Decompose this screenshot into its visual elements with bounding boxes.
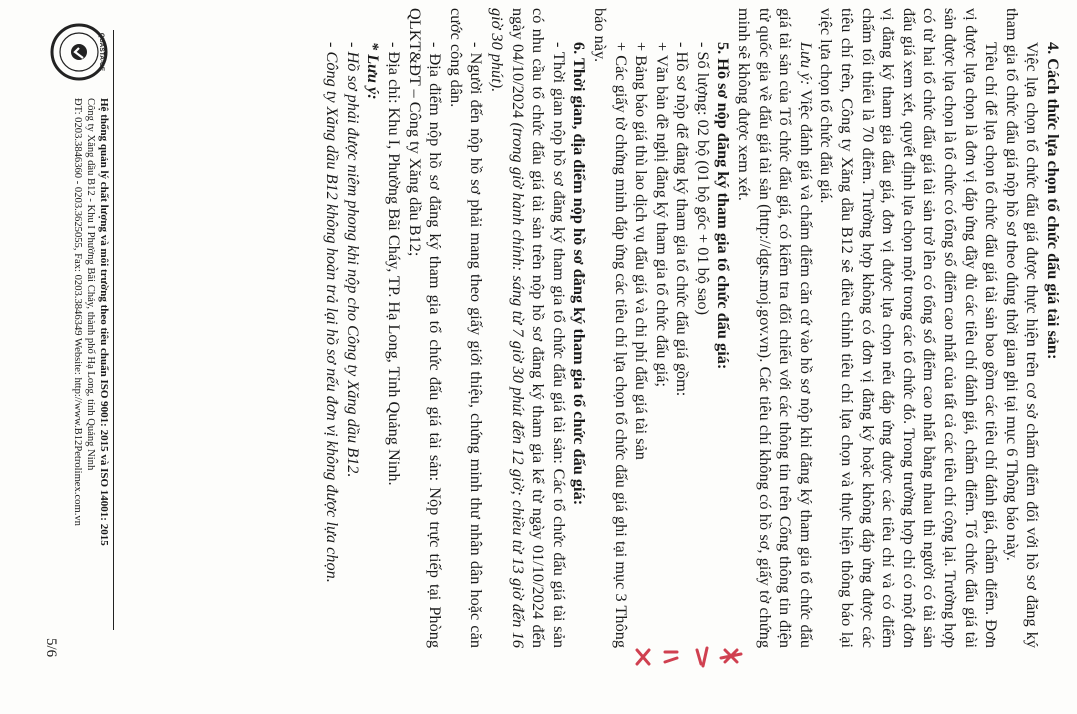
section-6-note-label: * Lưu ý: xyxy=(364,42,384,100)
section-5-item: + Văn bản đề nghị đăng ký tham gia tổ chức đấu giá; xyxy=(652,42,672,388)
section-5-item: - Số lượng: 02 bộ (01 bộ gốc + 01 bộ sao) xyxy=(693,42,713,316)
red-stamp-mark xyxy=(627,640,747,700)
page-number: 5/6 xyxy=(43,638,59,658)
section-4-note xyxy=(734,8,816,648)
section-5-heading: 5. Hồ sơ nộp đăng ký tham gia tổ chức đấu giá: xyxy=(714,42,734,370)
footer-iso-line: Hệ thống quản lý chất lượng và môi trường theo tiêu chuẩn ISO 9001: 2015 và ISO 14001: 2015 xyxy=(98,98,110,546)
logo-text: QUASTA-CE xyxy=(98,32,105,72)
section-4-paragraph-2: Tiêu chí để lựa chọn tổ chức đấu giá tài sản bao gồm các tiêu chí đánh giá, chấm điểm. Đơn vị được lựa chọn là đơn vị đáp ứng đầy đủ các tiêu chí đánh giá, chấm điểm. Tổ chức đấu giá tài sản được lựa chọn là tổ chức có tổng số điểm cao nhất của tất cả các tiêu chí cộng lại. Trường hợp có từ hai tổ chức đấu giá tài sản trở lên có tổng số điểm cao nhất bằng nhau thì người có tài sản đấu giá xem xét, quyết định lựa chọn một trong các tổ chức đó. Trong trường hợp chỉ có một đơn vị đăng ký tham gia đấu giá, đơn vị được lựa chọn nếu đáp ứng được các tiêu chí và có điểm chấm tối thiểu là 70 điểm. Trường hợp không có đơn vị đăng ký hoặc không đáp ứng được các tiêu chí trên, Công ty Xăng dầu B12 sẽ điều chỉnh tiêu chí lựa chọn và thực hiện thông báo lại việc lựa chọn tổ chức đấu giá. xyxy=(817,8,1002,648)
section-4-note-label: Lưu ý: xyxy=(796,42,816,86)
section-4-note-text: Việc đánh giá và chấm điểm căn cứ vào hồ sơ nộp khi đăng ký tham gia tổ chức đấu giá tài sản của Tổ chức đấu giá, có kiểm tra đối chiếu với các thông tin trên Cổng thông tin điện tử quốc gia về đấu giá tài sản (http://dgts.moj.gov.vn). Các tiêu chí không có hồ sơ, giấy tờ chứng minh sẽ không được xem xét. xyxy=(735,8,816,649)
section-6-paragraph-1 xyxy=(486,8,568,648)
section-6-heading: 6. Thời gian, địa điểm nộp hồ sơ đăng ký tham gia tổ chức đấu giá: xyxy=(570,42,590,506)
section-5-item: + Bảng báo giá thù lao dịch vụ đấu giá và chi phí đấu giá tài sản xyxy=(632,42,652,460)
footer xyxy=(71,30,114,630)
footer-text xyxy=(71,98,110,630)
section-6-paragraph-3: - Địa điểm nộp hồ sơ đăng ký tham gia tổ chức đấu giá tài sản: Nộp trực tiếp tại Phòng QLKT&ĐT – Công ty Xăng dầu B12; xyxy=(405,8,446,648)
section-6-paragraph-2: - Người đến nộp hồ sơ phải mang theo giấy giới thiệu, chứng minh thư nhân dân hoặc căn cước công dân. xyxy=(446,8,487,648)
footer-contact-line: ĐT: 0203.3846360 - 0203.3625055, Fax: 0203.3846349 Website: http://www.B12Petrolimex.com.vn xyxy=(72,98,83,526)
quasta-cert-logo-icon xyxy=(49,22,109,82)
document-body xyxy=(322,8,1063,648)
section-5-item: + Các giấy tờ chứng minh đáp ứng các tiêu chí lựa chọn tổ chức đấu giá ghi tại mục 3 Thông báo này. xyxy=(590,8,631,648)
section-6-paragraph-4: - Địa chỉ: Khu I, Phường Bãi Cháy, TP. Hạ Long, Tỉnh Quảng Ninh. xyxy=(385,42,404,486)
footer-address-line: Công ty Xăng dầu B12 - Khu I Phường Bãi Cháy, thành phố Hạ Long, tỉnh Quảng Ninh xyxy=(85,98,96,471)
section-6-time-text: - Thời gian nộp hồ sơ đăng ký tham gia tổ chức đấu giá tài sản: Các tổ chức đấu giá tài sản có nhu cầu tổ chức đấu giá tài sản trên nộp hồ sơ đăng ký tham gia kể từ ngày 01/10/2024 đến ngày 04/10/2024 xyxy=(508,8,569,648)
section-6-office-hours: (trong giờ hành chính: sáng từ 7 giờ 30 phút đến 12 giờ; chiều từ 13 giờ đến 16 giờ 30 phút). xyxy=(487,8,528,648)
section-5-item: - Hồ sơ nộp để đăng ký tham gia tổ chức đấu giá gồm: xyxy=(673,42,693,397)
section-6-note-1: - Hồ sơ phải được niêm phong khi nộp cho Công ty Xăng dầu B12. xyxy=(343,42,363,478)
section-4-paragraph-1: Việc lựa chọn tổ chức đấu giá được thực hiện trên cơ sở chấm điểm đối với hồ sơ đăng ký tham gia tổ chức đấu giá nộp hồ sơ theo đúng thời gian ghi tại mục 6 Thông báo này. xyxy=(1002,8,1043,648)
section-4-heading: 4. Cách thức lựa chọn tổ chức đấu giá tài sản: xyxy=(1044,42,1063,360)
section-6-note-2: - Công ty Xăng dầu B12 không hoàn trả lại hồ sơ nếu đơn vị không được lựa chọn. xyxy=(323,42,343,583)
